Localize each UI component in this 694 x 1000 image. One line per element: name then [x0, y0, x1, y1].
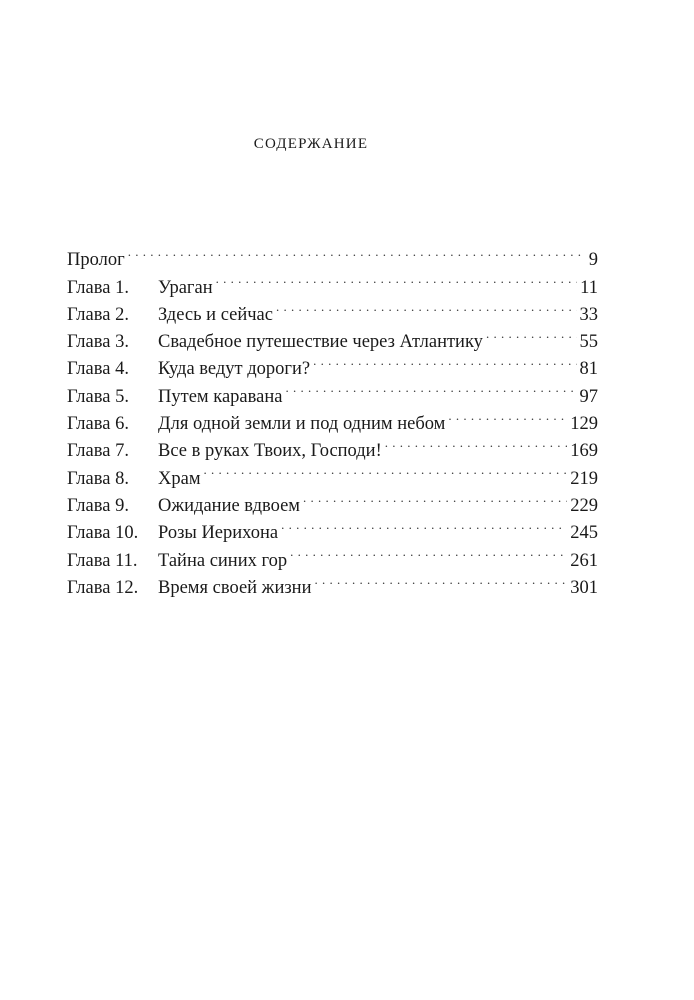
toc-entry-title: Время своей жизни	[158, 577, 312, 598]
toc-entry-title: Тайна синих гор	[158, 550, 288, 571]
toc-entry-prologue	[67, 238, 598, 271]
toc-entry-title: Свадебное путешествие через Атлантику	[158, 332, 483, 353]
toc-entry-title: Розы Иерихона	[158, 523, 279, 544]
toc-entry-title: Ожидание вдвоем	[158, 495, 300, 516]
toc-entry-page: 33	[579, 304, 598, 325]
toc-entry-page: 55	[579, 332, 598, 353]
dot-leader	[385, 429, 568, 456]
dot-leader	[276, 293, 577, 320]
toc-entry-page: 229	[570, 495, 598, 516]
toc-entry-chapter-1	[67, 265, 598, 298]
toc-entry-page: 9	[588, 250, 598, 271]
dot-leader	[448, 402, 567, 429]
dot-leader	[216, 265, 578, 292]
toc-entry-title: Куда ведут дороги?	[158, 359, 311, 380]
page-title: СОДЕРЖАНИЕ	[253, 136, 369, 152]
toc-entry-label: Пролог	[67, 250, 125, 271]
toc-entry-label: Глава 4.	[67, 359, 129, 380]
toc-entry-label: Глава 12.	[67, 577, 139, 598]
dot-leader	[313, 347, 576, 374]
toc-entry-title: Здесь и сейчас	[158, 304, 273, 325]
dot-leader	[314, 566, 567, 593]
toc-entry-title: Для одной земли и под одним небом	[158, 414, 446, 435]
dot-leader	[281, 511, 567, 538]
dot-leader	[204, 456, 568, 483]
toc-entry-page: 245	[570, 523, 598, 544]
toc-entry-title: Путем каравана	[158, 386, 283, 407]
toc-entry-page: 301	[570, 577, 598, 598]
toc-entry-page: 97	[579, 386, 598, 407]
toc-entry-label: Глава 8.	[67, 468, 129, 489]
toc-entry-page: 129	[570, 414, 598, 435]
toc-entry-label: Глава 5.	[67, 386, 129, 407]
toc-entry-title: Храм	[158, 468, 201, 489]
toc-entry-label: Глава 11.	[67, 550, 138, 571]
toc-entry-page: 81	[579, 359, 598, 380]
dot-leader	[486, 320, 577, 347]
dot-leader	[285, 374, 576, 401]
dot-leader	[290, 538, 567, 565]
toc-entry-page: 219	[570, 468, 598, 489]
table-of-contents	[67, 238, 598, 598]
toc-entry-title: Все в руках Твоих, Господи!	[158, 441, 382, 462]
toc-entry-page: 11	[580, 277, 598, 298]
toc-entry-label: Глава 1.	[67, 277, 129, 298]
toc-entry-label: Глава 9.	[67, 495, 129, 516]
toc-entry-label: Глава 6.	[67, 414, 129, 435]
toc-entry-title: Ураган	[158, 277, 213, 298]
toc-entry-label: Глава 7.	[67, 441, 129, 462]
toc-entry-page: 169	[570, 441, 598, 462]
toc-entry-page: 261	[570, 550, 598, 571]
toc-entry-label: Глава 2.	[67, 304, 129, 325]
toc-entry-label: Глава 10.	[67, 523, 139, 544]
toc-entry-label: Глава 3.	[67, 332, 129, 353]
dot-leader	[128, 238, 586, 265]
dot-leader	[303, 484, 567, 511]
